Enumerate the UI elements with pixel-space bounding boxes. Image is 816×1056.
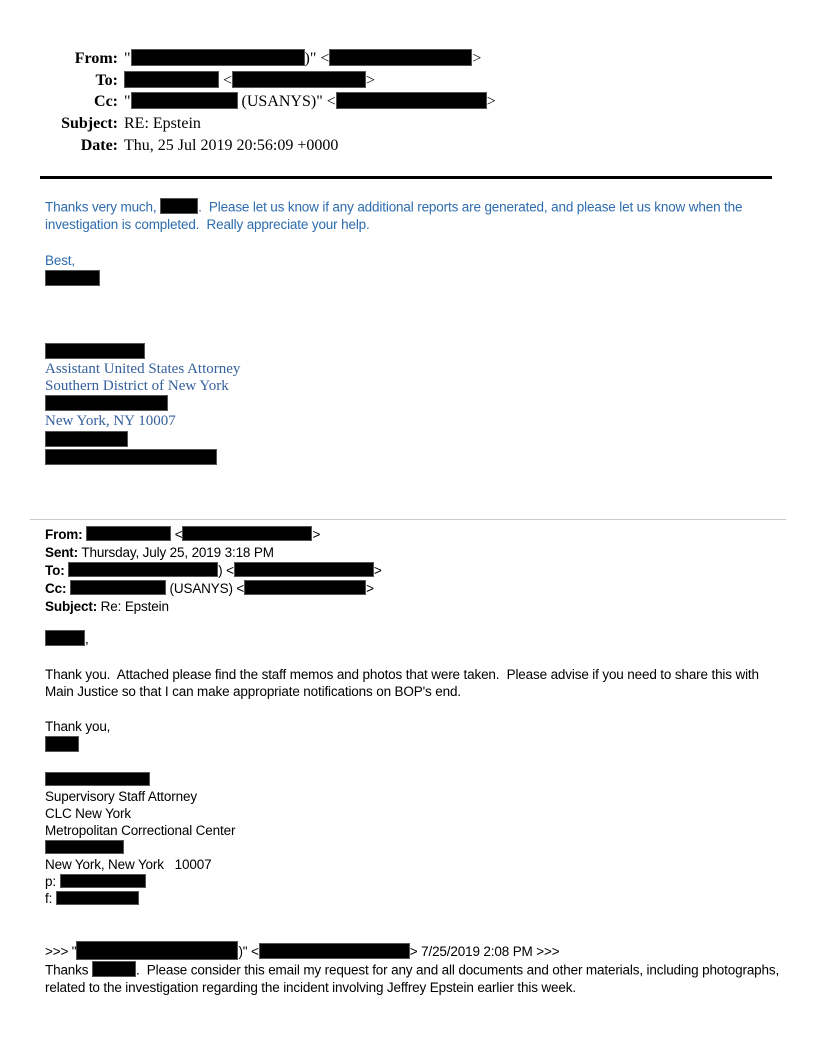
redaction-box (45, 395, 168, 411)
redaction-box (336, 92, 487, 109)
redaction-box (45, 431, 128, 447)
text-run: related to the investigation regarding the incident involving Jeffrey Epstein earlier this week. (45, 979, 576, 995)
reply-divider-rule (30, 519, 786, 520)
text-run: , (85, 631, 89, 647)
header-field-label: Subject: (45, 598, 98, 614)
header-divider-rule (40, 176, 772, 179)
header-field-sent (45, 544, 776, 562)
text-line (45, 216, 776, 234)
redaction-box (45, 630, 85, 646)
text-run: . Please let us know if any additional reports are generated, and please let us know when the (198, 199, 743, 215)
redaction-box (160, 198, 198, 214)
text-run: ) < (218, 562, 234, 578)
redaction-box (259, 943, 410, 959)
text-run: < (219, 71, 233, 89)
header-field-label: To: (95, 71, 118, 89)
email2-body (45, 630, 776, 754)
text-run: )" < (238, 944, 259, 960)
text-run: Thanks very much, (45, 199, 161, 215)
text-run: " (124, 50, 131, 67)
email1-header-block (45, 48, 776, 157)
redaction-box (124, 71, 219, 88)
redaction-box (234, 562, 374, 577)
text-line (45, 413, 776, 430)
header-field-label: Cc: (94, 93, 118, 111)
header-field-label: Date: (80, 136, 118, 154)
text-run: Best, (45, 253, 76, 269)
text-run: investigation is completed. Really appreciate your help. (45, 217, 370, 233)
text-run: > (486, 93, 496, 111)
text-line (45, 856, 776, 873)
text-line (45, 683, 776, 701)
text-run: . Please consider this email my request for any and all documents and other materials, including photographs, (135, 962, 780, 978)
text-run: Southern District of New York (45, 377, 229, 394)
text-line (45, 979, 776, 997)
header-field-from (45, 526, 776, 544)
text-run: New York, NY 10007 (45, 413, 176, 430)
email1-signature-block (45, 343, 776, 467)
header-field-label: To: (45, 562, 65, 578)
redaction-box (45, 343, 145, 359)
header-field-subject (45, 113, 776, 135)
redaction-box (45, 840, 124, 854)
text-run: (USANYS) < (165, 580, 245, 596)
text-line (45, 771, 776, 788)
redaction-box (182, 526, 312, 541)
redaction-box (45, 772, 150, 786)
text-run: (USANYS)" < (237, 93, 336, 111)
header-field-label: From: (74, 50, 118, 67)
text-run: f: (45, 891, 56, 907)
text-line (45, 361, 776, 378)
redaction-box (45, 449, 217, 465)
text-line (45, 961, 780, 979)
text-line (45, 805, 776, 822)
redaction-box (56, 891, 139, 905)
text-run: p: (45, 874, 60, 890)
header-field-cc (45, 91, 776, 113)
redaction-box (131, 49, 305, 66)
text-line (45, 839, 776, 856)
header-field-date (45, 135, 776, 157)
text-line (45, 270, 776, 289)
text-run: > (366, 71, 376, 89)
text-line (45, 431, 776, 449)
redaction-box (92, 961, 136, 977)
text-line (45, 941, 776, 961)
text-line (45, 648, 776, 666)
text-line (45, 630, 776, 648)
text-line (45, 873, 776, 890)
text-run: > (373, 562, 382, 578)
text-line (45, 234, 776, 252)
text-run: Thursday, July 25, 2019 3:18 PM (78, 544, 274, 560)
header-field-label: Sent: (45, 544, 79, 560)
text-line (45, 890, 776, 907)
text-run: CLC New York (45, 806, 131, 822)
text-run: Re: Epstein (97, 598, 169, 614)
header-field-label: Subject: (61, 115, 118, 133)
header-field-subject (45, 598, 776, 616)
text-run: New York, New York 10007 (45, 857, 212, 873)
redaction-box (60, 874, 146, 888)
text-run: Thu, 25 Jul 2019 20:56:09 +0000 (124, 136, 339, 154)
text-line (45, 343, 776, 361)
email1-body (45, 198, 776, 289)
text-run: Metropolitan Correctional Center (45, 823, 236, 839)
header-field-cc (45, 580, 776, 598)
text-run: Assistant United States Attorney (45, 360, 241, 377)
header-field-label: Cc: (45, 580, 67, 596)
text-line (45, 378, 776, 395)
email2-signature-block (45, 771, 776, 907)
text-run: Main Justice so that I can make appropriate notifications on BOP's end. (45, 684, 461, 700)
redaction-box (68, 562, 218, 577)
text-line (45, 718, 776, 736)
text-run: Supervisory Staff Attorney (45, 789, 197, 805)
text-run: < (171, 526, 183, 542)
text-run: )" < (304, 50, 330, 67)
text-line (45, 198, 776, 217)
email2-header-block (45, 526, 776, 616)
header-field-label: From: (45, 526, 83, 542)
redaction-box (232, 71, 366, 88)
text-line (45, 449, 776, 467)
text-line (45, 788, 776, 805)
redaction-box (70, 580, 166, 595)
text-line (45, 701, 776, 719)
redaction-box (45, 270, 100, 286)
text-line (45, 666, 776, 684)
text-run: " (124, 93, 131, 111)
redaction-box (45, 736, 79, 752)
redaction-box (76, 941, 238, 960)
text-run: > 7/25/2019 2:08 PM >>> (409, 944, 560, 960)
text-line (45, 252, 776, 270)
text-line (45, 822, 776, 839)
text-run: Thank you, (45, 719, 111, 735)
text-run: Thank you. Attached please find the staff memos and photos that were taken. Please advise if you need to share this with (45, 666, 759, 682)
text-run: RE: Epstein (124, 115, 201, 133)
text-run: > (472, 50, 482, 67)
text-run: Thanks (45, 962, 92, 978)
text-run: > (312, 526, 321, 542)
text-line (45, 395, 776, 413)
redaction-box (329, 49, 472, 66)
header-field-to (45, 562, 776, 580)
redaction-box (86, 526, 171, 541)
text-run: > (366, 580, 374, 596)
quoted-original-message (45, 941, 780, 996)
header-field-from (45, 48, 776, 70)
header-field-to (45, 70, 776, 92)
text-line (45, 736, 776, 754)
redaction-box (131, 92, 238, 109)
redaction-box (244, 580, 366, 595)
text-run: >>> " (45, 944, 77, 960)
